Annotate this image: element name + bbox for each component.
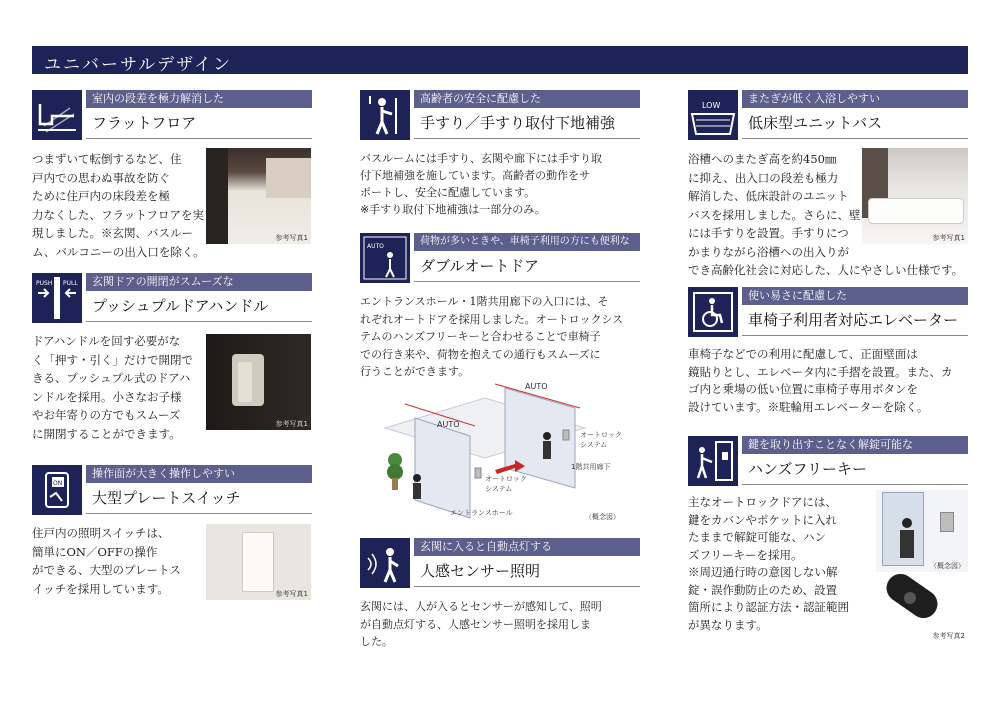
handsfree-key-icon	[688, 436, 738, 486]
flat-floor-caption: 参考写真1	[275, 234, 308, 242]
corridor-label: 1階共用廊下	[571, 463, 611, 471]
auto-door-text: エントランスホール・1階共用廊下の入口には、そ れぞれオートドアを採用しました。オートロックシス テムのハンズフリーキーと合わせることで車椅子 での行き来や、荷物を抱えての通行もスムーズに 行うことができます。	[360, 295, 624, 378]
flat-floor-icon	[32, 90, 82, 140]
flat-floor-text: つまずいて転倒するなど、住 戸内での思わぬ事故を防ぐ ために住戸内の床段差を極 力なくした、フラットフロアを実 現しました。※玄関、バスルー ム、バルコニーの出入口を除く。	[32, 152, 205, 259]
handsfree-diagram	[876, 490, 968, 572]
handsfree-key-photo	[876, 572, 968, 642]
low-bath-photo	[862, 148, 968, 244]
plate-switch-tag: 操作面が大きく操作しやすい	[86, 465, 312, 483]
page-title: ユニバーサルデザイン	[44, 55, 232, 75]
autolock-label-2: オートロック システム	[580, 431, 622, 449]
handrail-tag: 高齢者の安全に配慮した	[414, 90, 640, 108]
elevator-text: 車椅子などでの利用に配慮して、正面壁面は 鏡貼りとし、エレベータ内に手摺を設置。また、カ ゴ内と乗場の低い位置に車椅子専用ボタンを 設けています。※駐輪用エレベーターを除く。	[688, 347, 953, 414]
handrail-icon	[360, 90, 410, 140]
section-flat-floor	[32, 90, 312, 140]
section-plate-switch	[32, 465, 312, 515]
sensor-light-icon	[360, 538, 410, 588]
push-pull-door-icon	[32, 273, 82, 323]
sensor-light-tag: 玄関に入ると自動点灯する	[414, 538, 640, 556]
plate-switch-caption: 参考写真1	[275, 590, 308, 598]
handsfree-text: 主なオートロックドアには、 鍵をカバンやポケットに入れ たままで解錠可能な、ハン ズフリーキーを採用。 ※周辺通行時の意図しない解 錠・誤作動防止のため、設置 箇所により認証方法・認証範囲 が異なります。	[688, 495, 849, 632]
low-bath-text: 浴槽へのまたぎ高を約450㎜ に抑え、出入口の段差も極力 解消した、低床設計のユニット バスを採用しました。さらに、壁 には手すりを設置。手すりにつ かまりながら浴槽への出入りが でき高齢化社会に対応した、人にやさしい仕様です。	[688, 152, 964, 277]
auto-door-diagram	[375, 378, 625, 526]
switch-icon	[32, 465, 82, 515]
auto-door-diagram-svg	[375, 378, 625, 526]
section-elevator	[688, 287, 968, 337]
section-handsfree	[688, 436, 968, 486]
handsfree-key-caption: 参考写真2	[932, 632, 965, 640]
push-pull-photo	[206, 334, 311, 430]
bath-low-label: LOW	[702, 101, 721, 110]
section-handrail	[360, 90, 640, 140]
auto-door-icon-label: AUTO	[367, 243, 384, 250]
auto-door-tag: 荷物が多いときや、車椅子利用の方にも便利な	[414, 233, 640, 251]
pull-label: PULL	[63, 280, 78, 287]
section-auto-door	[360, 233, 640, 283]
push-pull-tag: 玄関ドアの開閉がスムーズな	[86, 273, 312, 291]
section-low-bath	[688, 90, 968, 140]
auto-label-1: AUTO	[437, 420, 460, 429]
handrail-text: バスルームには手すり、玄関や廊下には手すり取 付下地補強を施しています。高齢者の動作をサ ポートし、安全に配慮しています。 ※手すり取付下地補強は一部分のみ。	[360, 152, 602, 216]
elevator-tag: 使い易さに配慮した	[742, 287, 968, 305]
flat-floor-photo	[206, 148, 311, 244]
switch-on-label: ON	[53, 480, 63, 487]
sensor-light-title: 人感センサー照明	[414, 556, 640, 587]
push-label: PUSH	[36, 280, 53, 287]
flat-floor-title: フラットフロア	[86, 108, 312, 139]
handsfree-title: ハンズフリーキー	[742, 454, 968, 485]
push-pull-title: プッシュプルドアハンドル	[86, 291, 312, 322]
auto-door-diagram-note: （概念図）	[585, 513, 620, 521]
flat-floor-tag: 室内の段差を極力解消した	[86, 90, 312, 108]
section-sensor-light	[360, 538, 640, 588]
elevator-title: 車椅子利用者対応エレベーター	[742, 305, 968, 336]
handsfree-tag: 鍵を取り出すことなく解錠可能な	[742, 436, 968, 454]
push-pull-text: ドアハンドルを回す必要がな く「押す・引く」だけで開閉で きる、プッシュプル式のドアハ ンドルを採用。小さなお子様 やお年寄りの方でもスムーズ に開閉することができます。	[32, 334, 193, 441]
low-bath-tag: またぎが低く入浴しやすい	[742, 90, 968, 108]
handrail-title: 手すり／手すり取付下地補強	[414, 108, 640, 139]
push-pull-caption: 参考写真1	[275, 420, 308, 428]
autolock-label-1: オートロック システム	[485, 475, 527, 493]
plate-switch-title: 大型プレートスイッチ	[86, 483, 312, 514]
sensor-light-text: 玄関には、人が入るとセンサーが感知して、照明 が自動点灯する、人感センサー照明を採用しま した。	[360, 600, 602, 648]
section-push-pull	[32, 273, 312, 323]
low-bath-title: 低床型ユニットバス	[742, 108, 968, 139]
handsfree-diagram-note: （概念図）	[930, 562, 965, 570]
auto-door-title: ダブルオートドア	[414, 251, 640, 282]
auto-label-2: AUTO	[525, 382, 548, 391]
page-banner	[32, 46, 968, 74]
entrance-hall-label: エントランスホール	[450, 509, 513, 517]
low-bath-caption: 参考写真1	[932, 234, 965, 242]
plate-switch-photo	[206, 524, 311, 600]
wheelchair-icon	[688, 287, 738, 337]
auto-door-icon	[360, 233, 410, 283]
plate-switch-text: 住戸内の照明スイッチは、 簡単にON／OFFの操作 ができる、大型のプレートス イッチを採用しています。	[32, 526, 181, 596]
bathtub-icon	[688, 90, 738, 140]
